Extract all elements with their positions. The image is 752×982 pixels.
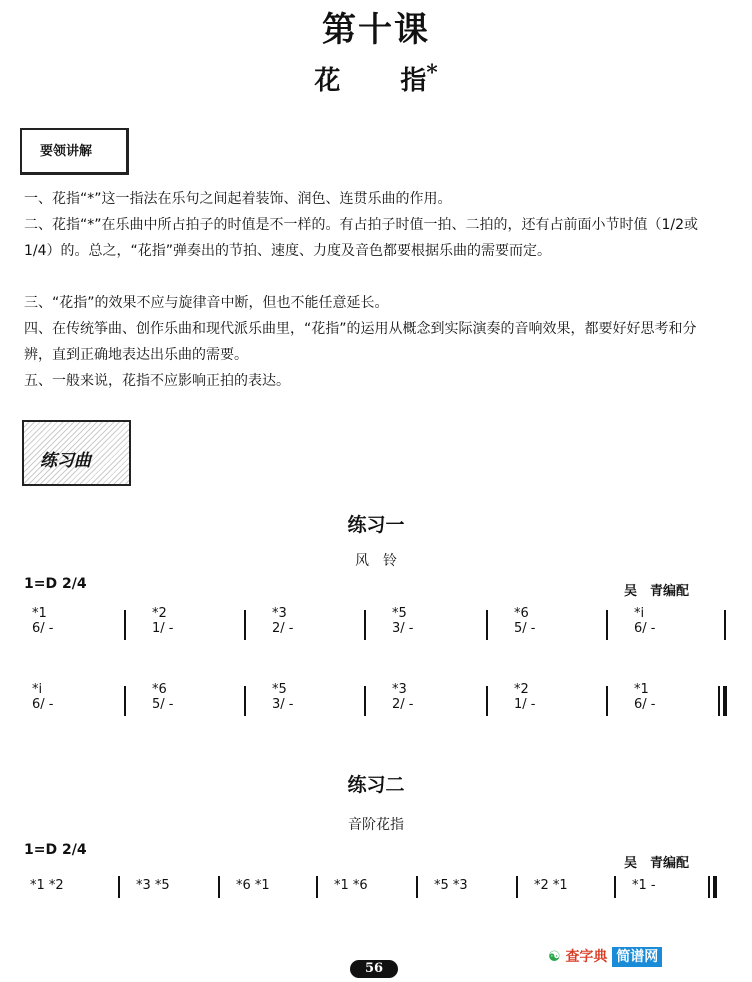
end-barline-thick [713,876,717,898]
ex2-m4: *1 *6 [334,878,368,893]
exercise1-song: 风 铃 [355,553,397,569]
barline [486,610,488,640]
ex1-r1-m1: *1 6/ - [32,606,54,636]
barline [118,876,120,898]
exercise2-key: 1=D 2/4 [24,842,87,858]
barline [486,686,488,716]
ex1-r2-m6: *1 6/ - [634,682,656,712]
ex1-r2-m2: *6 5/ - [152,682,174,712]
exercise2-row [24,874,729,904]
intro-paragraph-4: 四、在传统筝曲、创作乐曲和现代派乐曲里，“花指”的运用从概念到实际演奏的音响效果，都要好好思考和分辨，直到正确地表达出乐曲的需要。 [24,321,697,363]
barline [218,876,220,898]
subtitle-symbol: * [426,60,438,86]
explanation-badge: 要领讲解 [40,144,93,159]
ex1-r2-m1: *i 6/ - [32,682,54,712]
watermark-site: 简谱网 [612,947,662,967]
lesson-title: 第十课 [322,10,430,50]
barline [244,610,246,640]
end-barline-thin [718,686,720,716]
barline [124,610,126,640]
barline [724,610,726,640]
ex1-r2-m3: *5 3/ - [272,682,294,712]
ex1-r1-m4: *5 3/ - [392,606,414,636]
exercise2-title: 练习二 [347,774,405,796]
barline [416,876,418,898]
watermark-cn: 查字典 [565,949,608,965]
ex2-m2: *3 *5 [136,878,170,893]
barline [244,686,246,716]
ex1-r2-m5: *2 1/ - [514,682,536,712]
barline [606,610,608,640]
ex2-m6: *2 *1 [534,878,568,893]
exercise1-key: 1=D 2/4 [24,576,87,592]
barline [364,686,366,716]
intro-paragraph-5: 五、一般来说，花指不应影响正拍的表达。 [24,373,290,389]
ex1-r2-m4: *3 2/ - [392,682,414,712]
exercise1-row2 [24,680,729,724]
barline [364,610,366,640]
ex2-m5: *5 *3 [434,878,468,893]
watermark-logo-icon: ☯ [548,949,561,965]
intro-paragraph-1: 一、花指“*”这一指法在乐句之间起着装饰、润色、连贯乐曲的作用。 [24,191,452,207]
barline [124,686,126,716]
barline [316,876,318,898]
intro-paragraph-2: 二、花指“*”在乐曲中所占拍子的时值是不一样的。有占拍子时值一拍、二拍的，还有占前面小节时值（1/2或1/4）的。总之，“花指”弹奏出的节拍、速度、力度及音色都要根据乐曲的需要而定。 [24,217,699,259]
page-number: 56 [350,960,398,978]
ex1-r1-m2: *2 1/ - [152,606,174,636]
barline [606,686,608,716]
exercise1-row1 [24,604,729,648]
exercise1-arranger: 吴 青编配 [624,584,690,599]
subtitle-left: 花 [314,66,341,96]
ex2-m7: *1 - [632,878,656,893]
exercise1-title: 练习一 [347,514,405,536]
lesson-subtitle [0,60,752,97]
ex1-r1-m6: *i 6/ - [634,606,656,636]
ex2-m3: *6 *1 [236,878,270,893]
exercise2-arranger: 吴 青编配 [624,856,690,871]
subtitle-right: 指 [400,66,427,96]
end-barline-thick [723,686,727,716]
barline [516,876,518,898]
watermark [548,946,662,966]
exercise2-song: 音阶花指 [348,817,404,833]
end-barline-thin [708,876,710,898]
ex1-r1-m5: *6 5/ - [514,606,536,636]
intro-paragraph-3: 三、“花指”的效果不应与旋律音中断，但也不能任意延长。 [24,295,389,311]
practice-badge: 练习曲 [40,451,91,471]
ex1-r1-m3: *3 2/ - [272,606,294,636]
barline [614,876,616,898]
ex2-m1: *1 *2 [30,878,64,893]
